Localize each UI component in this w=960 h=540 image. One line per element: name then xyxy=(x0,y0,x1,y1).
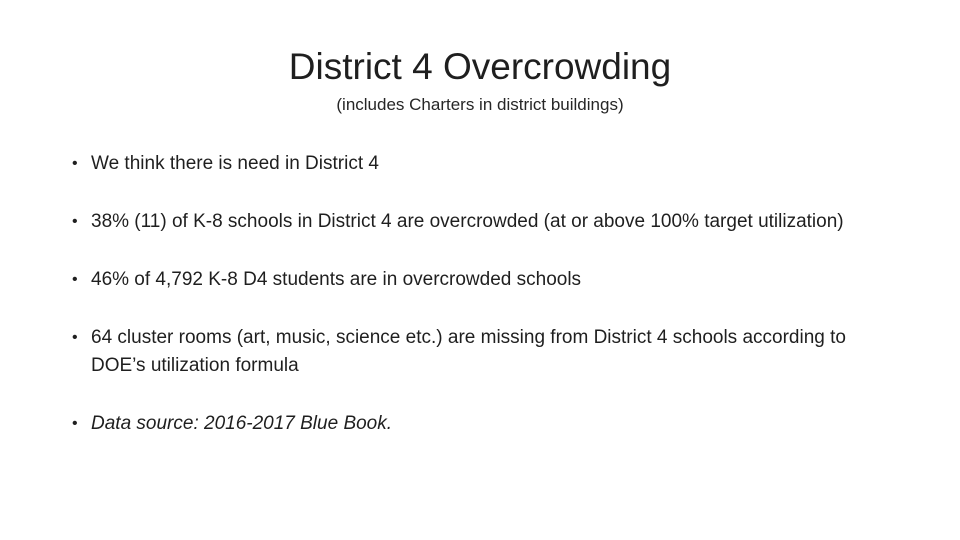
bullet-text: We think there is need in District 4 xyxy=(91,153,379,174)
slide-title: District 4 Overcrowding xyxy=(288,46,672,87)
bullet-dot-icon: • xyxy=(72,271,78,288)
bullet-text: 38% (11) of K-8 schools in District 4 are overcrowded (at or above 100% target utilization) xyxy=(91,211,844,232)
bullet-item xyxy=(72,324,882,380)
bullet-text: 64 cluster rooms (art, music, science etc.) are missing from District 4 schools according to DOE’s utilization formula xyxy=(91,327,846,376)
data-source-text: Data source: 2016-2017 Blue Book. xyxy=(91,413,393,434)
bullet-text: 46% of 4,792 K-8 D4 students are in overcrowded schools xyxy=(91,269,582,290)
bullet-item xyxy=(72,208,882,236)
bullet-item xyxy=(72,150,882,178)
slide-subtitle: (includes Charters in district buildings) xyxy=(336,95,624,114)
bullet-dot-icon: • xyxy=(72,213,78,230)
bullet-dot-icon: • xyxy=(72,155,78,172)
bullet-item-source xyxy=(72,410,882,438)
bullet-dot-icon: • xyxy=(72,415,78,432)
bullet-item xyxy=(72,266,882,294)
bullet-list xyxy=(72,150,882,468)
bullet-dot-icon: • xyxy=(72,329,78,346)
